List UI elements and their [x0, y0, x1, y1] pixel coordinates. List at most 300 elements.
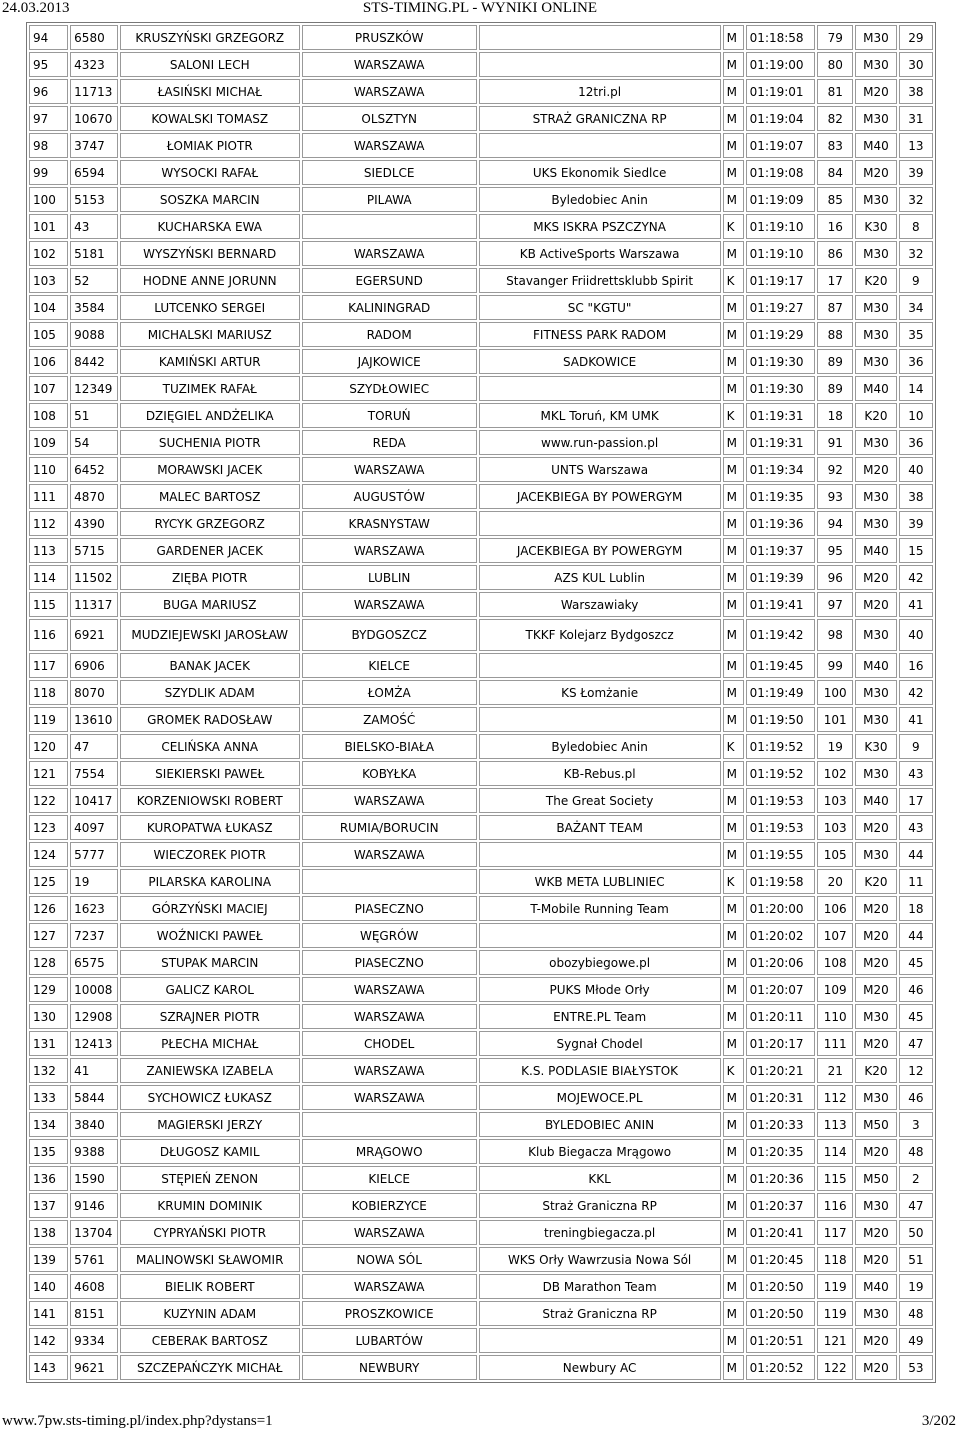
place-cell: 143: [29, 1355, 68, 1380]
category-place-cell: 39: [899, 511, 933, 536]
city-cell: NOWA SÓL: [302, 1247, 477, 1272]
table-row: [29, 160, 933, 185]
category-place-cell: 8: [899, 214, 933, 239]
club-cell: SADKOWICE: [479, 349, 721, 374]
category-place-cell: 32: [899, 241, 933, 266]
table-row: [29, 268, 933, 293]
sex-cell: M: [723, 430, 744, 455]
table-row: [29, 349, 933, 374]
table-row: [29, 1193, 933, 1218]
sex-cell: M: [723, 52, 744, 77]
city-cell: WARSZAWA: [302, 1274, 477, 1299]
sex-cell: M: [723, 160, 744, 185]
city-cell: WARSZAWA: [302, 977, 477, 1002]
sex-cell: M: [723, 815, 744, 840]
finish-time-cell: 01:20:06: [746, 950, 815, 975]
city-cell: RADOM: [302, 322, 477, 347]
category-place-cell: 2: [899, 1166, 933, 1191]
gender-place-cell: 18: [817, 403, 853, 428]
gender-place-cell: 83: [817, 133, 853, 158]
bib-cell: 3840: [70, 1112, 118, 1137]
sex-cell: K: [723, 403, 744, 428]
club-cell: Straż Graniczna RP: [479, 1193, 721, 1218]
table-row: [29, 977, 933, 1002]
finish-time-cell: 01:19:17: [746, 268, 815, 293]
place-cell: 125: [29, 869, 68, 894]
finish-time-cell: 01:19:09: [746, 187, 815, 212]
bib-cell: 6575: [70, 950, 118, 975]
finish-time-cell: 01:19:58: [746, 869, 815, 894]
sex-cell: M: [723, 1220, 744, 1245]
finish-time-cell: 01:19:52: [746, 761, 815, 786]
category-place-cell: 15: [899, 538, 933, 563]
runner-name-cell: SALONI LECH: [120, 52, 300, 77]
finish-time-cell: 01:19:53: [746, 815, 815, 840]
bib-cell: 6452: [70, 457, 118, 482]
category-place-cell: 10: [899, 403, 933, 428]
gender-place-cell: 95: [817, 538, 853, 563]
bib-cell: 4323: [70, 52, 118, 77]
category-place-cell: 18: [899, 896, 933, 921]
sex-cell: M: [723, 106, 744, 131]
place-cell: 123: [29, 815, 68, 840]
category-place-cell: 31: [899, 106, 933, 131]
category-cell: M30: [855, 241, 896, 266]
category-cell: M20: [855, 1139, 896, 1164]
gender-place-cell: 114: [817, 1139, 853, 1164]
gender-place-cell: 116: [817, 1193, 853, 1218]
runner-name-cell: PŁECHA MICHAŁ: [120, 1031, 300, 1056]
category-cell: K20: [855, 869, 896, 894]
gender-place-cell: 110: [817, 1004, 853, 1029]
runner-name-cell: GARDENER JACEK: [120, 538, 300, 563]
finish-time-cell: 01:19:36: [746, 511, 815, 536]
city-cell: MRĄGOWO: [302, 1139, 477, 1164]
category-place-cell: 47: [899, 1031, 933, 1056]
runner-name-cell: MORAWSKI JACEK: [120, 457, 300, 482]
gender-place-cell: 108: [817, 950, 853, 975]
category-cell: M30: [855, 25, 896, 50]
place-cell: 111: [29, 484, 68, 509]
club-cell: KS Łomżanie: [479, 680, 721, 705]
club-cell: T-Mobile Running Team: [479, 896, 721, 921]
finish-time-cell: 01:20:45: [746, 1247, 815, 1272]
gender-place-cell: 97: [817, 592, 853, 617]
sex-cell: M: [723, 349, 744, 374]
city-cell: JAJKOWICE: [302, 349, 477, 374]
club-cell: Newbury AC: [479, 1355, 721, 1380]
bib-cell: 5153: [70, 187, 118, 212]
runner-name-cell: MUDZIEJEWSKI JAROSŁAW: [120, 619, 300, 651]
club-cell: Sygnał Chodel: [479, 1031, 721, 1056]
sex-cell: M: [723, 295, 744, 320]
finish-time-cell: 01:20:52: [746, 1355, 815, 1380]
table-row: [29, 1085, 933, 1110]
place-cell: 124: [29, 842, 68, 867]
sex-cell: M: [723, 653, 744, 678]
category-cell: M20: [855, 815, 896, 840]
category-cell: M30: [855, 761, 896, 786]
place-cell: 112: [29, 511, 68, 536]
category-place-cell: 11: [899, 869, 933, 894]
sex-cell: M: [723, 619, 744, 651]
place-cell: 138: [29, 1220, 68, 1245]
runner-name-cell: CELIŃSKA ANNA: [120, 734, 300, 759]
city-cell: KOBYŁKA: [302, 761, 477, 786]
place-cell: 140: [29, 1274, 68, 1299]
finish-time-cell: 01:19:01: [746, 79, 815, 104]
category-place-cell: 42: [899, 565, 933, 590]
category-place-cell: 43: [899, 761, 933, 786]
bib-cell: 5761: [70, 1247, 118, 1272]
finish-time-cell: 01:19:31: [746, 403, 815, 428]
place-cell: 114: [29, 565, 68, 590]
table-row: [29, 133, 933, 158]
runner-name-cell: MALEC BARTOSZ: [120, 484, 300, 509]
club-cell: Warszawiaky: [479, 592, 721, 617]
place-cell: 128: [29, 950, 68, 975]
bib-cell: 10670: [70, 106, 118, 131]
runner-name-cell: SUCHENIA PIOTR: [120, 430, 300, 455]
place-cell: 133: [29, 1085, 68, 1110]
city-cell: KRASNYSTAW: [302, 511, 477, 536]
place-cell: 94: [29, 25, 68, 50]
finish-time-cell: 01:20:07: [746, 977, 815, 1002]
club-cell: KB ActiveSports Warszawa: [479, 241, 721, 266]
page-url: www.7pw.sts-timing.pl/index.php?dystans=1: [2, 1413, 273, 1429]
city-cell: WARSZAWA: [302, 457, 477, 482]
bib-cell: 9146: [70, 1193, 118, 1218]
runner-name-cell: ŁOMIAK PIOTR: [120, 133, 300, 158]
place-cell: 131: [29, 1031, 68, 1056]
bib-cell: 47: [70, 734, 118, 759]
runner-name-cell: GROMEK RADOSŁAW: [120, 707, 300, 732]
place-cell: 139: [29, 1247, 68, 1272]
bib-cell: 1590: [70, 1166, 118, 1191]
sex-cell: M: [723, 1355, 744, 1380]
city-cell: WARSZAWA: [302, 788, 477, 813]
sex-cell: M: [723, 680, 744, 705]
sex-cell: M: [723, 376, 744, 401]
city-cell: SIEDLCE: [302, 160, 477, 185]
runner-name-cell: DŁUGOSZ KAMIL: [120, 1139, 300, 1164]
category-cell: M30: [855, 52, 896, 77]
runner-name-cell: SOSZKA MARCIN: [120, 187, 300, 212]
club-cell: K.S. PODLASIE BIAŁYSTOK: [479, 1058, 721, 1083]
table-row: [29, 241, 933, 266]
club-cell: WKS Orły Wawrzusia Nowa Sól: [479, 1247, 721, 1272]
category-place-cell: 44: [899, 842, 933, 867]
runner-name-cell: ŁASIŃSKI MICHAŁ: [120, 79, 300, 104]
category-place-cell: 36: [899, 349, 933, 374]
place-cell: 121: [29, 761, 68, 786]
sex-cell: M: [723, 25, 744, 50]
city-cell: WĘGRÓW: [302, 923, 477, 948]
sex-cell: K: [723, 869, 744, 894]
runner-name-cell: BIELIK ROBERT: [120, 1274, 300, 1299]
city-cell: PIASECZNO: [302, 950, 477, 975]
category-cell: M30: [855, 842, 896, 867]
gender-place-cell: 87: [817, 295, 853, 320]
results-table: [26, 22, 936, 1383]
category-cell: M30: [855, 619, 896, 651]
club-cell: UKS Ekonomik Siedlce: [479, 160, 721, 185]
table-row: [29, 1220, 933, 1245]
table-row: [29, 653, 933, 678]
runner-name-cell: MAGIERSKI JERZY: [120, 1112, 300, 1137]
place-cell: 122: [29, 788, 68, 813]
category-place-cell: 12: [899, 1058, 933, 1083]
category-place-cell: 32: [899, 187, 933, 212]
category-cell: K20: [855, 268, 896, 293]
gender-place-cell: 102: [817, 761, 853, 786]
table-row: [29, 842, 933, 867]
bib-cell: 8442: [70, 349, 118, 374]
sex-cell: M: [723, 1139, 744, 1164]
table-row: [29, 1328, 933, 1353]
gender-place-cell: 80: [817, 52, 853, 77]
category-place-cell: 40: [899, 619, 933, 651]
place-cell: 103: [29, 268, 68, 293]
gender-place-cell: 86: [817, 241, 853, 266]
finish-time-cell: 01:20:37: [746, 1193, 815, 1218]
finish-time-cell: 01:19:30: [746, 376, 815, 401]
results-table-body: [29, 25, 933, 1380]
bib-cell: 11502: [70, 565, 118, 590]
category-place-cell: 16: [899, 653, 933, 678]
gender-place-cell: 115: [817, 1166, 853, 1191]
gender-place-cell: 92: [817, 457, 853, 482]
sex-cell: M: [723, 1301, 744, 1326]
table-row: [29, 1031, 933, 1056]
bib-cell: 6580: [70, 25, 118, 50]
category-place-cell: 13: [899, 133, 933, 158]
city-cell: BYDGOSZCZ: [302, 619, 477, 651]
club-cell: The Great Society: [479, 788, 721, 813]
finish-time-cell: 01:20:33: [746, 1112, 815, 1137]
gender-place-cell: 118: [817, 1247, 853, 1272]
finish-time-cell: 01:19:45: [746, 653, 815, 678]
club-cell: [479, 52, 721, 77]
sex-cell: M: [723, 707, 744, 732]
category-place-cell: 47: [899, 1193, 933, 1218]
category-cell: M20: [855, 1328, 896, 1353]
category-cell: K20: [855, 1058, 896, 1083]
club-cell: [479, 376, 721, 401]
bib-cell: 6594: [70, 160, 118, 185]
place-cell: 102: [29, 241, 68, 266]
bib-cell: 19: [70, 869, 118, 894]
club-cell: STRAŻ GRANICZNA RP: [479, 106, 721, 131]
category-place-cell: 34: [899, 295, 933, 320]
place-cell: 99: [29, 160, 68, 185]
club-cell: JACEKBIEGA BY POWERGYM: [479, 538, 721, 563]
sex-cell: M: [723, 511, 744, 536]
club-cell: KKL: [479, 1166, 721, 1191]
runner-name-cell: STUPAK MARCIN: [120, 950, 300, 975]
city-cell: LUBARTÓW: [302, 1328, 477, 1353]
gender-place-cell: 96: [817, 565, 853, 590]
club-cell: [479, 653, 721, 678]
runner-name-cell: HODNE ANNE JORUNN: [120, 268, 300, 293]
bib-cell: 11317: [70, 592, 118, 617]
place-cell: 106: [29, 349, 68, 374]
finish-time-cell: 01:20:50: [746, 1274, 815, 1299]
city-cell: WARSZAWA: [302, 842, 477, 867]
bib-cell: 3584: [70, 295, 118, 320]
runner-name-cell: ZANIEWSKA IZABELA: [120, 1058, 300, 1083]
runner-name-cell: PILARSKA KAROLINA: [120, 869, 300, 894]
category-cell: M30: [855, 106, 896, 131]
place-cell: 107: [29, 376, 68, 401]
gender-place-cell: 16: [817, 214, 853, 239]
gender-place-cell: 111: [817, 1031, 853, 1056]
sex-cell: M: [723, 842, 744, 867]
gender-place-cell: 103: [817, 815, 853, 840]
category-cell: M20: [855, 1247, 896, 1272]
runner-name-cell: KRUSZYŃSKI GRZEGORZ: [120, 25, 300, 50]
runner-name-cell: GALICZ KAROL: [120, 977, 300, 1002]
category-place-cell: 41: [899, 707, 933, 732]
sex-cell: M: [723, 896, 744, 921]
club-cell: [479, 133, 721, 158]
sex-cell: M: [723, 1274, 744, 1299]
gender-place-cell: 79: [817, 25, 853, 50]
page-title: STS-TIMING.PL - WYNIKI ONLINE: [362, 0, 598, 16]
city-cell: NEWBURY: [302, 1355, 477, 1380]
bib-cell: 5777: [70, 842, 118, 867]
club-cell: Stavanger Friidrettsklubb Spirit: [479, 268, 721, 293]
category-place-cell: 36: [899, 430, 933, 455]
city-cell: [302, 1112, 477, 1137]
bib-cell: 51: [70, 403, 118, 428]
club-cell: SC "KGTU": [479, 295, 721, 320]
runner-name-cell: LUTCENKO SERGEI: [120, 295, 300, 320]
category-cell: M30: [855, 349, 896, 374]
category-cell: M20: [855, 160, 896, 185]
category-place-cell: 17: [899, 788, 933, 813]
table-row: [29, 25, 933, 50]
table-row: [29, 896, 933, 921]
finish-time-cell: 01:19:00: [746, 52, 815, 77]
table-row: [29, 511, 933, 536]
city-cell: CHODEL: [302, 1031, 477, 1056]
city-cell: AUGUSTÓW: [302, 484, 477, 509]
club-cell: treningbiegacza.pl: [479, 1220, 721, 1245]
sex-cell: M: [723, 133, 744, 158]
club-cell: BAŻANT TEAM: [479, 815, 721, 840]
city-cell: TORUŃ: [302, 403, 477, 428]
category-cell: M30: [855, 1004, 896, 1029]
gender-place-cell: 89: [817, 349, 853, 374]
category-place-cell: 9: [899, 734, 933, 759]
sex-cell: M: [723, 1085, 744, 1110]
gender-place-cell: 88: [817, 322, 853, 347]
bib-cell: 6921: [70, 619, 118, 651]
bib-cell: 4390: [70, 511, 118, 536]
city-cell: WARSZAWA: [302, 1004, 477, 1029]
club-cell: obozybiegowe.pl: [479, 950, 721, 975]
finish-time-cell: 01:19:52: [746, 734, 815, 759]
category-cell: K30: [855, 214, 896, 239]
place-cell: 117: [29, 653, 68, 678]
finish-time-cell: 01:19:41: [746, 592, 815, 617]
club-cell: Straż Graniczna RP: [479, 1301, 721, 1326]
city-cell: [302, 869, 477, 894]
bib-cell: 6906: [70, 653, 118, 678]
table-row: [29, 815, 933, 840]
runner-name-cell: MICHALSKI MARIUSZ: [120, 322, 300, 347]
bib-cell: 7554: [70, 761, 118, 786]
place-cell: 97: [29, 106, 68, 131]
club-cell: UNTS Warszawa: [479, 457, 721, 482]
city-cell: PROSZKOWICE: [302, 1301, 477, 1326]
city-cell: WARSZAWA: [302, 1058, 477, 1083]
bib-cell: 4097: [70, 815, 118, 840]
bib-cell: 13610: [70, 707, 118, 732]
city-cell: EGERSUND: [302, 268, 477, 293]
category-cell: M30: [855, 1085, 896, 1110]
table-row: [29, 707, 933, 732]
category-cell: M20: [855, 1031, 896, 1056]
category-place-cell: 38: [899, 79, 933, 104]
category-cell: M30: [855, 680, 896, 705]
category-place-cell: 19: [899, 1274, 933, 1299]
category-cell: M20: [855, 1220, 896, 1245]
gender-place-cell: 121: [817, 1328, 853, 1353]
club-cell: www.run-passion.pl: [479, 430, 721, 455]
bib-cell: 7237: [70, 923, 118, 948]
sex-cell: M: [723, 950, 744, 975]
table-row: [29, 680, 933, 705]
table-row: [29, 538, 933, 563]
bib-cell: 9388: [70, 1139, 118, 1164]
finish-time-cell: 01:19:55: [746, 842, 815, 867]
place-cell: 118: [29, 680, 68, 705]
city-cell: PRUSZKÓW: [302, 25, 477, 50]
finish-time-cell: 01:20:11: [746, 1004, 815, 1029]
finish-time-cell: 01:20:17: [746, 1031, 815, 1056]
sex-cell: M: [723, 1004, 744, 1029]
city-cell: [302, 214, 477, 239]
table-row: [29, 295, 933, 320]
category-cell: M30: [855, 707, 896, 732]
finish-time-cell: 01:19:37: [746, 538, 815, 563]
city-cell: WARSZAWA: [302, 538, 477, 563]
place-cell: 95: [29, 52, 68, 77]
finish-time-cell: 01:19:39: [746, 565, 815, 590]
place-cell: 120: [29, 734, 68, 759]
runner-name-cell: SYCHOWICZ ŁUKASZ: [120, 1085, 300, 1110]
city-cell: PIASECZNO: [302, 896, 477, 921]
gender-place-cell: 94: [817, 511, 853, 536]
place-cell: 100: [29, 187, 68, 212]
category-cell: M40: [855, 653, 896, 678]
club-cell: [479, 842, 721, 867]
runner-name-cell: ZIĘBA PIOTR: [120, 565, 300, 590]
club-cell: MKS ISKRA PSZCZYNA: [479, 214, 721, 239]
finish-time-cell: 01:19:08: [746, 160, 815, 185]
place-cell: 135: [29, 1139, 68, 1164]
bib-cell: 12908: [70, 1004, 118, 1029]
finish-time-cell: 01:20:21: [746, 1058, 815, 1083]
category-place-cell: 29: [899, 25, 933, 50]
gender-place-cell: 19: [817, 734, 853, 759]
runner-name-cell: WOŹNICKI PAWEŁ: [120, 923, 300, 948]
category-cell: M20: [855, 457, 896, 482]
gender-place-cell: 107: [817, 923, 853, 948]
sex-cell: M: [723, 1112, 744, 1137]
